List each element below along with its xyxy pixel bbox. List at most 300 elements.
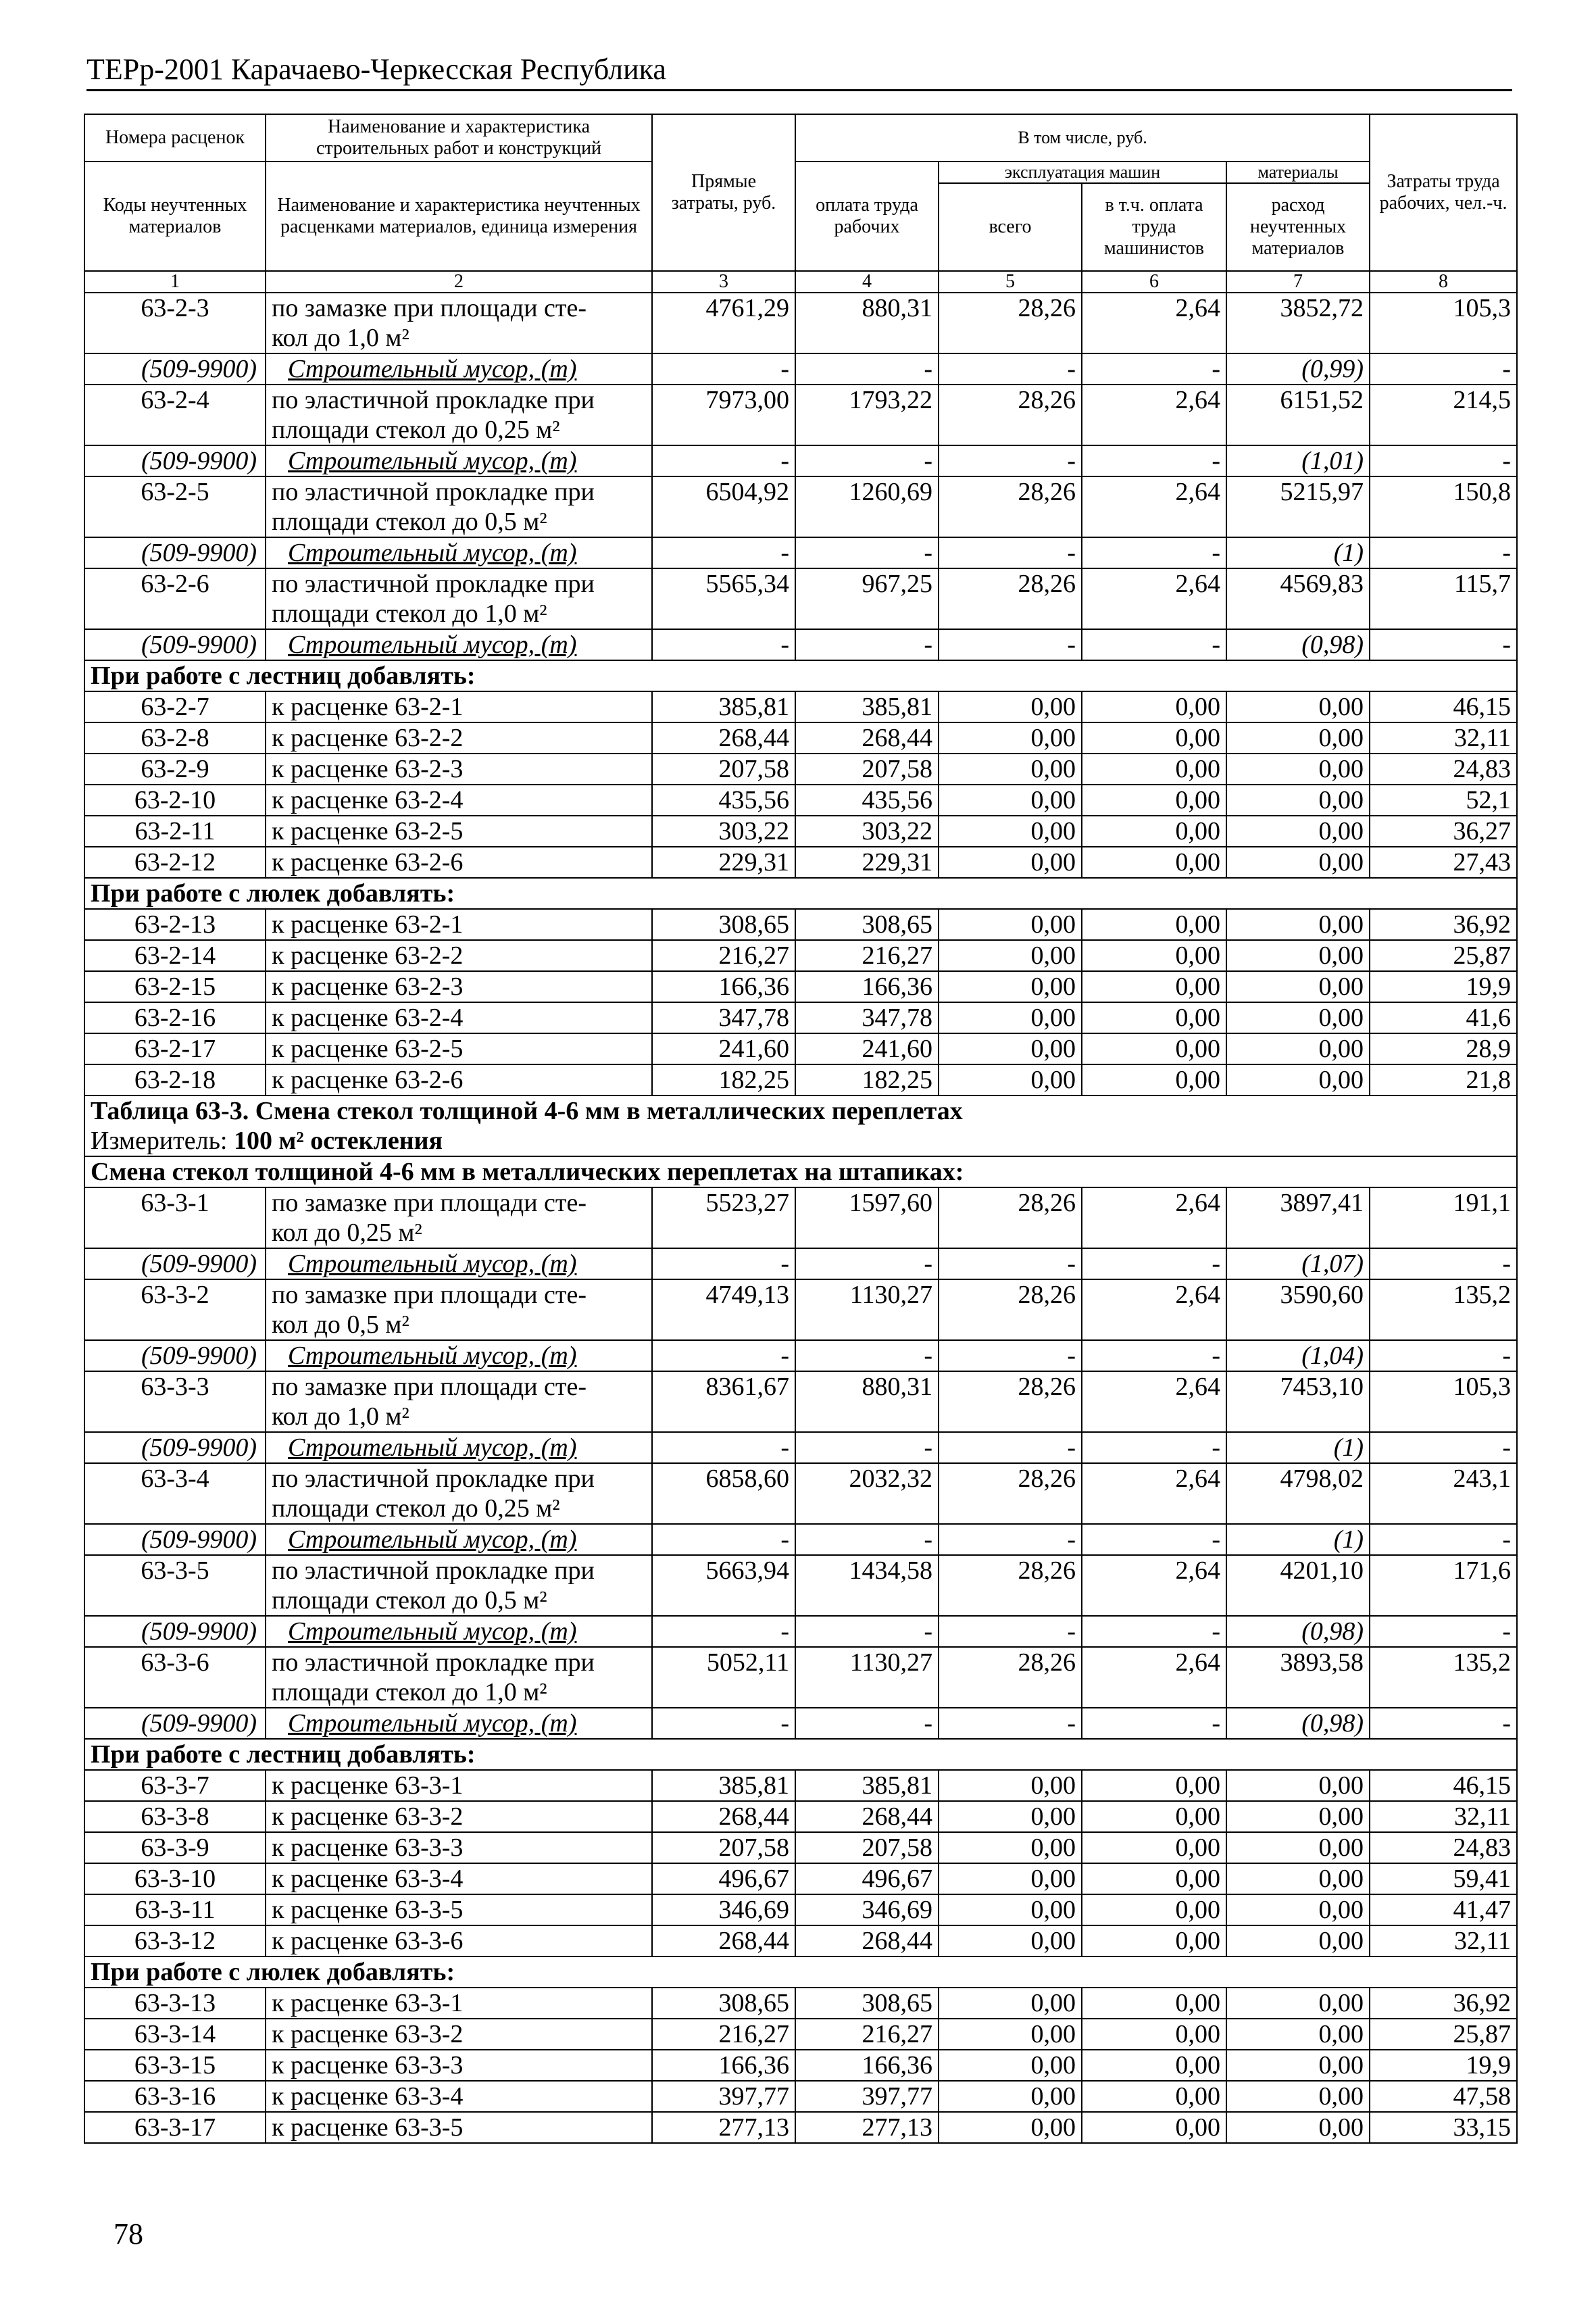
header-material-codes: Коды неучтенных материалов <box>84 162 266 271</box>
rate-row <box>84 1647 1517 1708</box>
material-value: - <box>1082 353 1226 385</box>
material-value: (1) <box>1226 1524 1370 1555</box>
rate-value: 7973,00 <box>652 385 795 445</box>
rate-name <box>266 476 652 537</box>
material-name-text: Строительный мусор, (т) <box>288 1709 577 1738</box>
rate-value: 0,00 <box>1082 1033 1226 1064</box>
rate-value: 21,8 <box>1370 1064 1517 1096</box>
header-num: 3 <box>652 271 795 293</box>
rate-row <box>84 909 1517 940</box>
rate-value: 7453,10 <box>1226 1371 1370 1432</box>
measure-unit <box>84 1126 1517 1156</box>
material-value: (1,04) <box>1226 1340 1370 1371</box>
header-num: 2 <box>266 271 652 293</box>
rate-value: 1130,27 <box>795 1279 939 1340</box>
rate-value: 0,00 <box>1226 940 1370 971</box>
rate-value: 28,26 <box>939 1371 1082 1432</box>
rate-value: 385,81 <box>795 1770 939 1801</box>
rate-name <box>266 1463 652 1524</box>
rate-value: 191,1 <box>1370 1187 1517 1248</box>
rate-row <box>84 2081 1517 2112</box>
rate-row <box>84 1770 1517 1801</box>
material-value: - <box>652 1340 795 1371</box>
material-value: - <box>939 629 1082 660</box>
section-row <box>84 1956 1517 1988</box>
rate-code: 63-2-11 <box>84 816 266 847</box>
material-name-text: Строительный мусор, (т) <box>288 1341 577 1370</box>
material-value: - <box>939 1340 1082 1371</box>
rate-row <box>84 691 1517 722</box>
rate-name <box>266 2081 652 2112</box>
rate-value: 241,60 <box>652 1033 795 1064</box>
rate-value: 28,9 <box>1370 1033 1517 1064</box>
rate-name-line: по эластичной прокладке при <box>272 478 595 506</box>
material-name <box>266 1708 652 1739</box>
rate-code: 63-3-17 <box>84 2112 266 2143</box>
rate-row <box>84 476 1517 537</box>
rate-value: 880,31 <box>795 1371 939 1432</box>
rate-value: 496,67 <box>795 1863 939 1894</box>
rate-value: 3590,60 <box>1226 1279 1370 1340</box>
rate-name-line: к расценке 63-3-2 <box>272 1802 464 1831</box>
rate-name-line: к расценке 63-2-6 <box>272 1066 464 1094</box>
rate-name-line: кол до 1,0 м² <box>272 1402 409 1431</box>
rate-value: 0,00 <box>939 1064 1082 1096</box>
rate-value: 496,67 <box>652 1863 795 1894</box>
rate-name-line: по эластичной прокладке при <box>272 1556 595 1585</box>
rate-name <box>266 971 652 1002</box>
rate-value: 0,00 <box>1226 971 1370 1002</box>
rate-code: 63-3-6 <box>84 1647 266 1708</box>
rate-name <box>266 1863 652 1894</box>
material-value: - <box>939 353 1082 385</box>
material-code: (509-9900) <box>84 445 266 476</box>
rate-value: 0,00 <box>1226 722 1370 754</box>
rate-name <box>266 1187 652 1248</box>
rate-value: 435,56 <box>795 785 939 816</box>
material-value: - <box>795 537 939 568</box>
rate-row <box>84 2019 1517 2050</box>
rate-value: 4201,10 <box>1226 1555 1370 1616</box>
rate-value: 0,00 <box>1082 1863 1226 1894</box>
rate-name-line: кол до 0,25 м² <box>272 1218 422 1247</box>
material-value: - <box>1082 1524 1226 1555</box>
material-value: - <box>1082 1432 1226 1463</box>
material-value: - <box>1082 445 1226 476</box>
rate-value: 3852,72 <box>1226 293 1370 353</box>
rate-value: 2,64 <box>1082 568 1226 629</box>
material-name <box>266 537 652 568</box>
rate-name <box>266 1064 652 1096</box>
rate-row <box>84 2112 1517 2143</box>
rate-name-line: к расценке 63-3-1 <box>272 1989 464 2017</box>
rate-code: 63-3-12 <box>84 1925 266 1956</box>
rate-value: 28,26 <box>939 385 1082 445</box>
rate-value: 0,00 <box>1226 1925 1370 1956</box>
rate-code: 63-3-4 <box>84 1463 266 1524</box>
rate-name <box>266 847 652 878</box>
rate-value: 2,64 <box>1082 1647 1226 1708</box>
rate-name-line: площади стекол до 0,5 м² <box>272 508 547 536</box>
rate-row <box>84 1863 1517 1894</box>
rate-value: 308,65 <box>795 909 939 940</box>
rate-value: 115,7 <box>1370 568 1517 629</box>
rate-name <box>266 909 652 940</box>
header-num: 4 <box>795 271 939 293</box>
rate-name-line: к расценке 63-2-5 <box>272 1035 464 1063</box>
rate-value: 28,26 <box>939 476 1082 537</box>
rate-value: 0,00 <box>939 1033 1082 1064</box>
rate-value: 435,56 <box>652 785 795 816</box>
material-value: - <box>795 445 939 476</box>
material-value: - <box>652 1524 795 1555</box>
rate-value: 268,44 <box>795 1925 939 1956</box>
rate-value: 0,00 <box>1082 1894 1226 1925</box>
rate-name-line: к расценке 63-3-3 <box>272 2051 464 2079</box>
header-machines-total: всего <box>939 183 1082 271</box>
material-value: - <box>1370 1524 1517 1555</box>
rate-value: 0,00 <box>939 1832 1082 1863</box>
rate-value: 0,00 <box>1226 1064 1370 1096</box>
material-row <box>84 1524 1517 1555</box>
rate-value: 33,15 <box>1370 2112 1517 2143</box>
material-code: (509-9900) <box>84 1340 266 1371</box>
material-value: - <box>652 1616 795 1647</box>
rate-value: 4761,29 <box>652 293 795 353</box>
rate-value: 19,9 <box>1370 2050 1517 2081</box>
rate-name <box>266 691 652 722</box>
rate-value: 0,00 <box>1082 1988 1226 2019</box>
rate-value: 5663,94 <box>652 1555 795 1616</box>
material-name-text: Строительный мусор, (т) <box>288 539 577 567</box>
rate-name-line: к расценке 63-2-3 <box>272 755 464 783</box>
rate-value: 229,31 <box>652 847 795 878</box>
rate-value: 0,00 <box>1226 754 1370 785</box>
rate-value: 216,27 <box>795 2019 939 2050</box>
rate-row <box>84 1371 1517 1432</box>
rate-value: 4569,83 <box>1226 568 1370 629</box>
rate-name-line: по эластичной прокладке при <box>272 1464 595 1493</box>
material-value: - <box>939 1616 1082 1647</box>
material-value: - <box>652 629 795 660</box>
rate-value: 46,15 <box>1370 1770 1517 1801</box>
material-value: - <box>795 629 939 660</box>
rate-value: 0,00 <box>939 1894 1082 1925</box>
rate-value: 2,64 <box>1082 293 1226 353</box>
rate-value: 0,00 <box>1082 1770 1226 1801</box>
table-63-2-body <box>84 293 1517 1096</box>
rate-code: 63-2-7 <box>84 691 266 722</box>
rate-value: 0,00 <box>1226 909 1370 940</box>
rate-row <box>84 722 1517 754</box>
page-header-title: ТЕРр-2001 Карачаево-Черкесская Республика <box>86 53 666 86</box>
material-code: (509-9900) <box>84 1432 266 1463</box>
rate-name <box>266 1770 652 1801</box>
rate-name <box>266 1925 652 1956</box>
rate-value: 0,00 <box>1226 2019 1370 2050</box>
material-name <box>266 1248 652 1279</box>
rate-value: 1793,22 <box>795 385 939 445</box>
rate-value: 2,64 <box>1082 1279 1226 1340</box>
rate-row <box>84 568 1517 629</box>
material-value: - <box>795 1340 939 1371</box>
material-value: - <box>1370 445 1517 476</box>
rate-code: 63-3-5 <box>84 1555 266 1616</box>
header-num: 5 <box>939 271 1082 293</box>
rate-value: 216,27 <box>652 940 795 971</box>
rate-value: 41,47 <box>1370 1894 1517 1925</box>
table-title: Таблица 63-3. Смена стекол толщиной 4-6 мм в металлических переплетах <box>84 1096 1517 1126</box>
material-name <box>266 1616 652 1647</box>
rate-value: 229,31 <box>795 847 939 878</box>
rate-value: 32,11 <box>1370 722 1517 754</box>
rate-value: 2,64 <box>1082 1187 1226 1248</box>
material-value: (0,98) <box>1226 629 1370 660</box>
rate-value: 5523,27 <box>652 1187 795 1248</box>
table-head <box>84 114 1517 293</box>
rate-name-line: площади стекол до 1,0 м² <box>272 1678 547 1706</box>
rate-value: 0,00 <box>1226 2050 1370 2081</box>
rate-value: 28,26 <box>939 1279 1082 1340</box>
material-value: - <box>652 353 795 385</box>
rate-name <box>266 1555 652 1616</box>
rate-value: 0,00 <box>1082 722 1226 754</box>
rate-value: 6858,60 <box>652 1463 795 1524</box>
rate-value: 0,00 <box>1226 1863 1370 1894</box>
rate-value: 0,00 <box>1226 691 1370 722</box>
rate-row <box>84 847 1517 878</box>
rate-name-line: по эластичной прокладке при <box>272 570 595 598</box>
rate-value: 182,25 <box>652 1064 795 1096</box>
rate-name <box>266 754 652 785</box>
rate-name-line: по замазке при площади сте- <box>272 294 587 322</box>
rate-name-line: по эластичной прокладке при <box>272 1648 595 1677</box>
rate-value: 0,00 <box>1226 1801 1370 1832</box>
material-name <box>266 1524 652 1555</box>
rate-value: 346,69 <box>795 1894 939 1925</box>
rate-name <box>266 2050 652 2081</box>
rate-name-line: по замазке при площади сте- <box>272 1281 587 1309</box>
rate-value: 0,00 <box>1082 816 1226 847</box>
rate-value: 2032,32 <box>795 1463 939 1524</box>
rate-value: 166,36 <box>795 2050 939 2081</box>
rate-name <box>266 1371 652 1432</box>
rate-row <box>84 1801 1517 1832</box>
material-name <box>266 1432 652 1463</box>
rate-value: 0,00 <box>939 1002 1082 1033</box>
rate-row <box>84 1555 1517 1616</box>
rate-value: 207,58 <box>652 1832 795 1863</box>
rate-value: 59,41 <box>1370 1863 1517 1894</box>
rate-value: 0,00 <box>939 1925 1082 1956</box>
rate-value: 2,64 <box>1082 476 1226 537</box>
measure-value: 100 м² остекления <box>234 1127 443 1155</box>
rate-code: 63-3-1 <box>84 1187 266 1248</box>
material-value: - <box>795 1616 939 1647</box>
rate-name-line: к расценке 63-2-2 <box>272 724 464 752</box>
rate-name <box>266 1647 652 1708</box>
rate-code: 63-3-10 <box>84 1863 266 1894</box>
rate-value: 0,00 <box>939 1770 1082 1801</box>
rate-name-line: к расценке 63-3-4 <box>272 1865 464 1893</box>
material-code: (509-9900) <box>84 537 266 568</box>
rate-code: 63-3-14 <box>84 2019 266 2050</box>
rate-value: 0,00 <box>1082 2019 1226 2050</box>
rates-table <box>84 114 1518 2144</box>
material-row <box>84 1340 1517 1371</box>
rate-name-line: по замазке при площади сте- <box>272 1373 587 1401</box>
rate-value: 0,00 <box>939 971 1082 1002</box>
rate-value: 0,00 <box>939 940 1082 971</box>
rate-value: 0,00 <box>1226 1894 1370 1925</box>
rate-value: 1130,27 <box>795 1647 939 1708</box>
material-row <box>84 1708 1517 1739</box>
rate-value: 2,64 <box>1082 385 1226 445</box>
material-value: (0,98) <box>1226 1708 1370 1739</box>
rate-value: 0,00 <box>939 691 1082 722</box>
table-63-3-body <box>84 1187 1517 2143</box>
material-value: - <box>795 1524 939 1555</box>
header-including: В том числе, руб. <box>795 114 1370 162</box>
table-63-3-heading <box>84 1096 1517 1187</box>
header-machinist-pay: в т.ч. оплата труда машинистов <box>1082 183 1226 271</box>
rate-value: 880,31 <box>795 293 939 353</box>
material-code: (509-9900) <box>84 1248 266 1279</box>
rate-value: 0,00 <box>1226 816 1370 847</box>
rate-value: 36,27 <box>1370 816 1517 847</box>
rate-value: 277,13 <box>795 2112 939 2143</box>
rate-code: 63-2-9 <box>84 754 266 785</box>
material-value: - <box>1370 537 1517 568</box>
material-code: (509-9900) <box>84 1524 266 1555</box>
material-value: - <box>652 445 795 476</box>
rate-value: 182,25 <box>795 1064 939 1096</box>
rate-value: 0,00 <box>1082 847 1226 878</box>
rate-value: 385,81 <box>652 691 795 722</box>
rate-row <box>84 816 1517 847</box>
rate-value: 36,92 <box>1370 1988 1517 2019</box>
rate-value: 25,87 <box>1370 2019 1517 2050</box>
rate-value: 1434,58 <box>795 1555 939 1616</box>
material-value: (1) <box>1226 537 1370 568</box>
rate-value: 5565,34 <box>652 568 795 629</box>
rate-value: 46,15 <box>1370 691 1517 722</box>
rate-name <box>266 385 652 445</box>
material-row <box>84 353 1517 385</box>
rate-value: 0,00 <box>1226 785 1370 816</box>
page-header <box>86 47 1512 91</box>
rate-name <box>266 1279 652 1340</box>
rate-value: 0,00 <box>1082 691 1226 722</box>
material-row <box>84 629 1517 660</box>
rate-value: 308,65 <box>652 909 795 940</box>
rate-name-line: кол до 0,5 м² <box>272 1310 409 1339</box>
rate-value: 52,1 <box>1370 785 1517 816</box>
material-value: - <box>1082 629 1226 660</box>
rate-row <box>84 971 1517 1002</box>
rate-value: 0,00 <box>1082 909 1226 940</box>
material-row <box>84 537 1517 568</box>
material-value: - <box>1082 1616 1226 1647</box>
header-num: 7 <box>1226 271 1370 293</box>
rate-value: 166,36 <box>652 2050 795 2081</box>
rate-value: 0,00 <box>1082 2050 1226 2081</box>
rate-name <box>266 2019 652 2050</box>
rate-value: 243,1 <box>1370 1463 1517 1524</box>
rate-name <box>266 1988 652 2019</box>
rate-value: 268,44 <box>652 1925 795 1956</box>
material-value: - <box>1370 1708 1517 1739</box>
rate-value: 0,00 <box>1082 2081 1226 2112</box>
header-num: 6 <box>1082 271 1226 293</box>
material-value: (1,01) <box>1226 445 1370 476</box>
rate-value: 4749,13 <box>652 1279 795 1340</box>
material-value: - <box>795 1432 939 1463</box>
rate-name-line: к расценке 63-2-5 <box>272 817 464 845</box>
rate-name-line: к расценке 63-2-2 <box>272 941 464 970</box>
rate-name <box>266 568 652 629</box>
rate-value: 346,69 <box>652 1894 795 1925</box>
rate-value: 207,58 <box>795 754 939 785</box>
rate-value: 28,26 <box>939 293 1082 353</box>
rate-name-line: кол до 1,0 м² <box>272 324 409 352</box>
material-value: (0,99) <box>1226 353 1370 385</box>
material-code: (509-9900) <box>84 1616 266 1647</box>
rate-code: 63-3-11 <box>84 1894 266 1925</box>
section-heading: При работе с лестниц добавлять: <box>84 1739 1517 1770</box>
rate-value: 385,81 <box>652 1770 795 1801</box>
rate-name-line: к расценке 63-2-3 <box>272 973 464 1001</box>
rate-code: 63-3-15 <box>84 2050 266 2081</box>
rate-name-line: площади стекол до 0,25 м² <box>272 416 560 444</box>
rate-value: 303,22 <box>795 816 939 847</box>
material-value: - <box>939 1432 1082 1463</box>
rate-value: 0,00 <box>939 847 1082 878</box>
material-value: - <box>939 537 1082 568</box>
rate-row <box>84 1832 1517 1863</box>
material-row <box>84 1616 1517 1647</box>
rate-value: 268,44 <box>795 722 939 754</box>
rate-value: 347,78 <box>652 1002 795 1033</box>
rate-row <box>84 1033 1517 1064</box>
rate-code: 63-2-15 <box>84 971 266 1002</box>
rate-code: 63-3-16 <box>84 2081 266 2112</box>
rate-name-line: площади стекол до 0,5 м² <box>272 1586 547 1615</box>
material-value: - <box>1370 1616 1517 1647</box>
rate-value: 28,26 <box>939 1463 1082 1524</box>
rate-value: 0,00 <box>1226 1002 1370 1033</box>
rate-code: 63-3-8 <box>84 1801 266 1832</box>
rate-value: 0,00 <box>939 816 1082 847</box>
rate-name-line: площади стекол до 0,25 м² <box>272 1494 560 1523</box>
material-value: - <box>1082 1340 1226 1371</box>
material-value: - <box>1082 1708 1226 1739</box>
rate-value: 397,77 <box>795 2081 939 2112</box>
rate-value: 216,27 <box>652 2019 795 2050</box>
rate-name-line: к расценке 63-3-3 <box>272 1833 464 1862</box>
material-value: - <box>652 1248 795 1279</box>
rate-value: 0,00 <box>939 2019 1082 2050</box>
rate-value: 0,00 <box>1082 1832 1226 1863</box>
rate-code: 63-3-3 <box>84 1371 266 1432</box>
rate-value: 303,22 <box>652 816 795 847</box>
rate-value: 0,00 <box>1082 785 1226 816</box>
rate-value: 36,92 <box>1370 909 1517 940</box>
material-value: - <box>1370 353 1517 385</box>
rates-table-container <box>84 114 1516 2144</box>
rate-value: 171,6 <box>1370 1555 1517 1616</box>
rate-value: 2,64 <box>1082 1555 1226 1616</box>
